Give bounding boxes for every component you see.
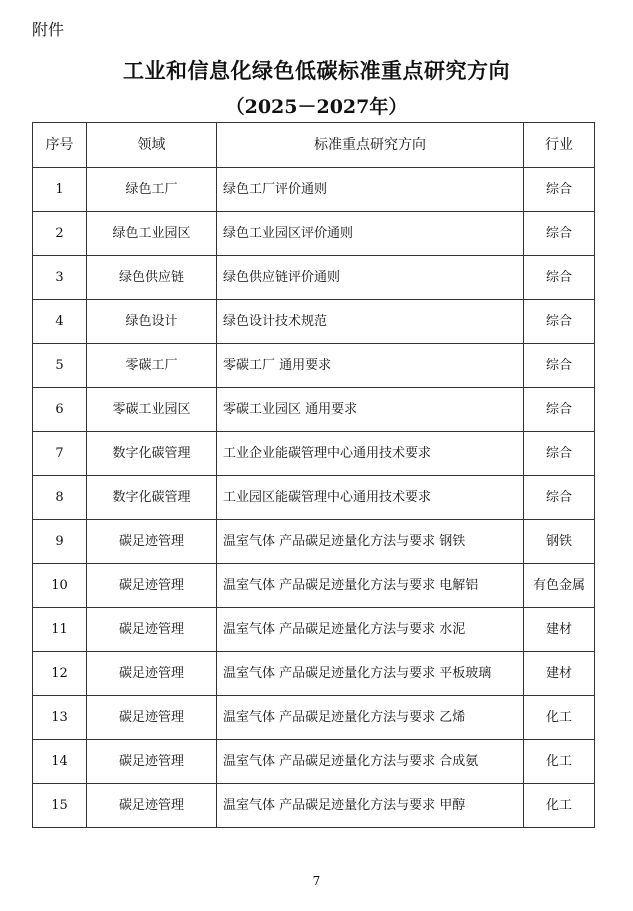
row-industry: 建材 (524, 608, 595, 652)
row-direction: 温室气体 产品碳足迹量化方法与要求 钢铁 (217, 520, 524, 564)
row-domain: 绿色供应链 (87, 256, 217, 300)
row-direction: 工业园区能碳管理中心通用技术要求 (217, 476, 524, 520)
row-domain: 绿色设计 (87, 300, 217, 344)
table-row (33, 476, 595, 520)
row-domain: 碳足迹管理 (87, 652, 217, 696)
row-index: 12 (33, 652, 87, 696)
row-domain: 碳足迹管理 (87, 784, 217, 828)
row-index: 10 (33, 564, 87, 608)
row-domain: 绿色工厂 (87, 168, 217, 212)
row-direction: 温室气体 产品碳足迹量化方法与要求 乙烯 (217, 696, 524, 740)
row-direction: 温室气体 产品碳足迹量化方法与要求 合成氨 (217, 740, 524, 784)
table-row (33, 300, 595, 344)
row-domain: 零碳工业园区 (87, 388, 217, 432)
table-row (33, 608, 595, 652)
table-row (33, 256, 595, 300)
row-industry: 综合 (524, 300, 595, 344)
row-domain: 数字化碳管理 (87, 476, 217, 520)
table-row (33, 432, 595, 476)
row-industry: 综合 (524, 256, 595, 300)
row-direction: 工业企业能碳管理中心通用技术要求 (217, 432, 524, 476)
row-domain: 数字化碳管理 (87, 432, 217, 476)
table-row (33, 784, 595, 828)
table-row (33, 652, 595, 696)
row-direction: 温室气体 产品碳足迹量化方法与要求 平板玻璃 (217, 652, 524, 696)
row-index: 2 (33, 212, 87, 256)
standards-table (32, 122, 595, 828)
row-domain: 碳足迹管理 (87, 520, 217, 564)
row-index: 8 (33, 476, 87, 520)
table-row (33, 344, 595, 388)
row-industry: 综合 (524, 212, 595, 256)
page-title: 工业和信息化绿色低碳标准重点研究方向 (123, 58, 510, 83)
row-industry: 综合 (524, 476, 595, 520)
row-direction: 绿色供应链评价通则 (217, 256, 524, 300)
page-subtitle: （2025－2027年） (225, 96, 408, 118)
table-row (33, 388, 595, 432)
row-domain: 碳足迹管理 (87, 564, 217, 608)
row-industry: 钢铁 (524, 520, 595, 564)
row-direction: 零碳工厂 通用要求 (217, 344, 524, 388)
row-domain: 碳足迹管理 (87, 696, 217, 740)
table-row (33, 740, 595, 784)
page-number: 7 (312, 874, 321, 888)
row-industry: 建材 (524, 652, 595, 696)
row-index: 1 (33, 168, 87, 212)
row-direction: 绿色设计技术规范 (217, 300, 524, 344)
row-index: 7 (33, 432, 87, 476)
header-industry: 行业 (524, 123, 595, 168)
row-direction: 绿色工业园区评价通则 (217, 212, 524, 256)
row-direction: 温室气体 产品碳足迹量化方法与要求 水泥 (217, 608, 524, 652)
header-domain: 领域 (87, 123, 217, 168)
table-row (33, 168, 595, 212)
row-domain: 碳足迹管理 (87, 608, 217, 652)
row-industry: 化工 (524, 696, 595, 740)
row-direction: 温室气体 产品碳足迹量化方法与要求 电解铝 (217, 564, 524, 608)
row-industry: 综合 (524, 344, 595, 388)
row-industry: 综合 (524, 432, 595, 476)
table-header-row (33, 123, 595, 168)
table-row (33, 564, 595, 608)
row-index: 3 (33, 256, 87, 300)
row-direction: 绿色工厂评价通则 (217, 168, 524, 212)
row-domain: 零碳工厂 (87, 344, 217, 388)
row-direction: 温室气体 产品碳足迹量化方法与要求 甲醇 (217, 784, 524, 828)
row-industry: 综合 (524, 168, 595, 212)
attachment-label: 附件 (32, 20, 65, 39)
row-index: 14 (33, 740, 87, 784)
row-industry: 化工 (524, 784, 595, 828)
table-row (33, 520, 595, 564)
row-index: 13 (33, 696, 87, 740)
row-direction: 零碳工业园区 通用要求 (217, 388, 524, 432)
table-row (33, 212, 595, 256)
row-index: 9 (33, 520, 87, 564)
row-index: 5 (33, 344, 87, 388)
header-direction: 标准重点研究方向 (217, 123, 524, 168)
row-industry: 化工 (524, 740, 595, 784)
row-domain: 碳足迹管理 (87, 740, 217, 784)
row-index: 4 (33, 300, 87, 344)
row-domain: 绿色工业园区 (87, 212, 217, 256)
row-industry: 综合 (524, 388, 595, 432)
row-index: 15 (33, 784, 87, 828)
table-row (33, 696, 595, 740)
header-index: 序号 (33, 123, 87, 168)
row-index: 11 (33, 608, 87, 652)
row-industry: 有色金属 (524, 564, 595, 608)
row-index: 6 (33, 388, 87, 432)
